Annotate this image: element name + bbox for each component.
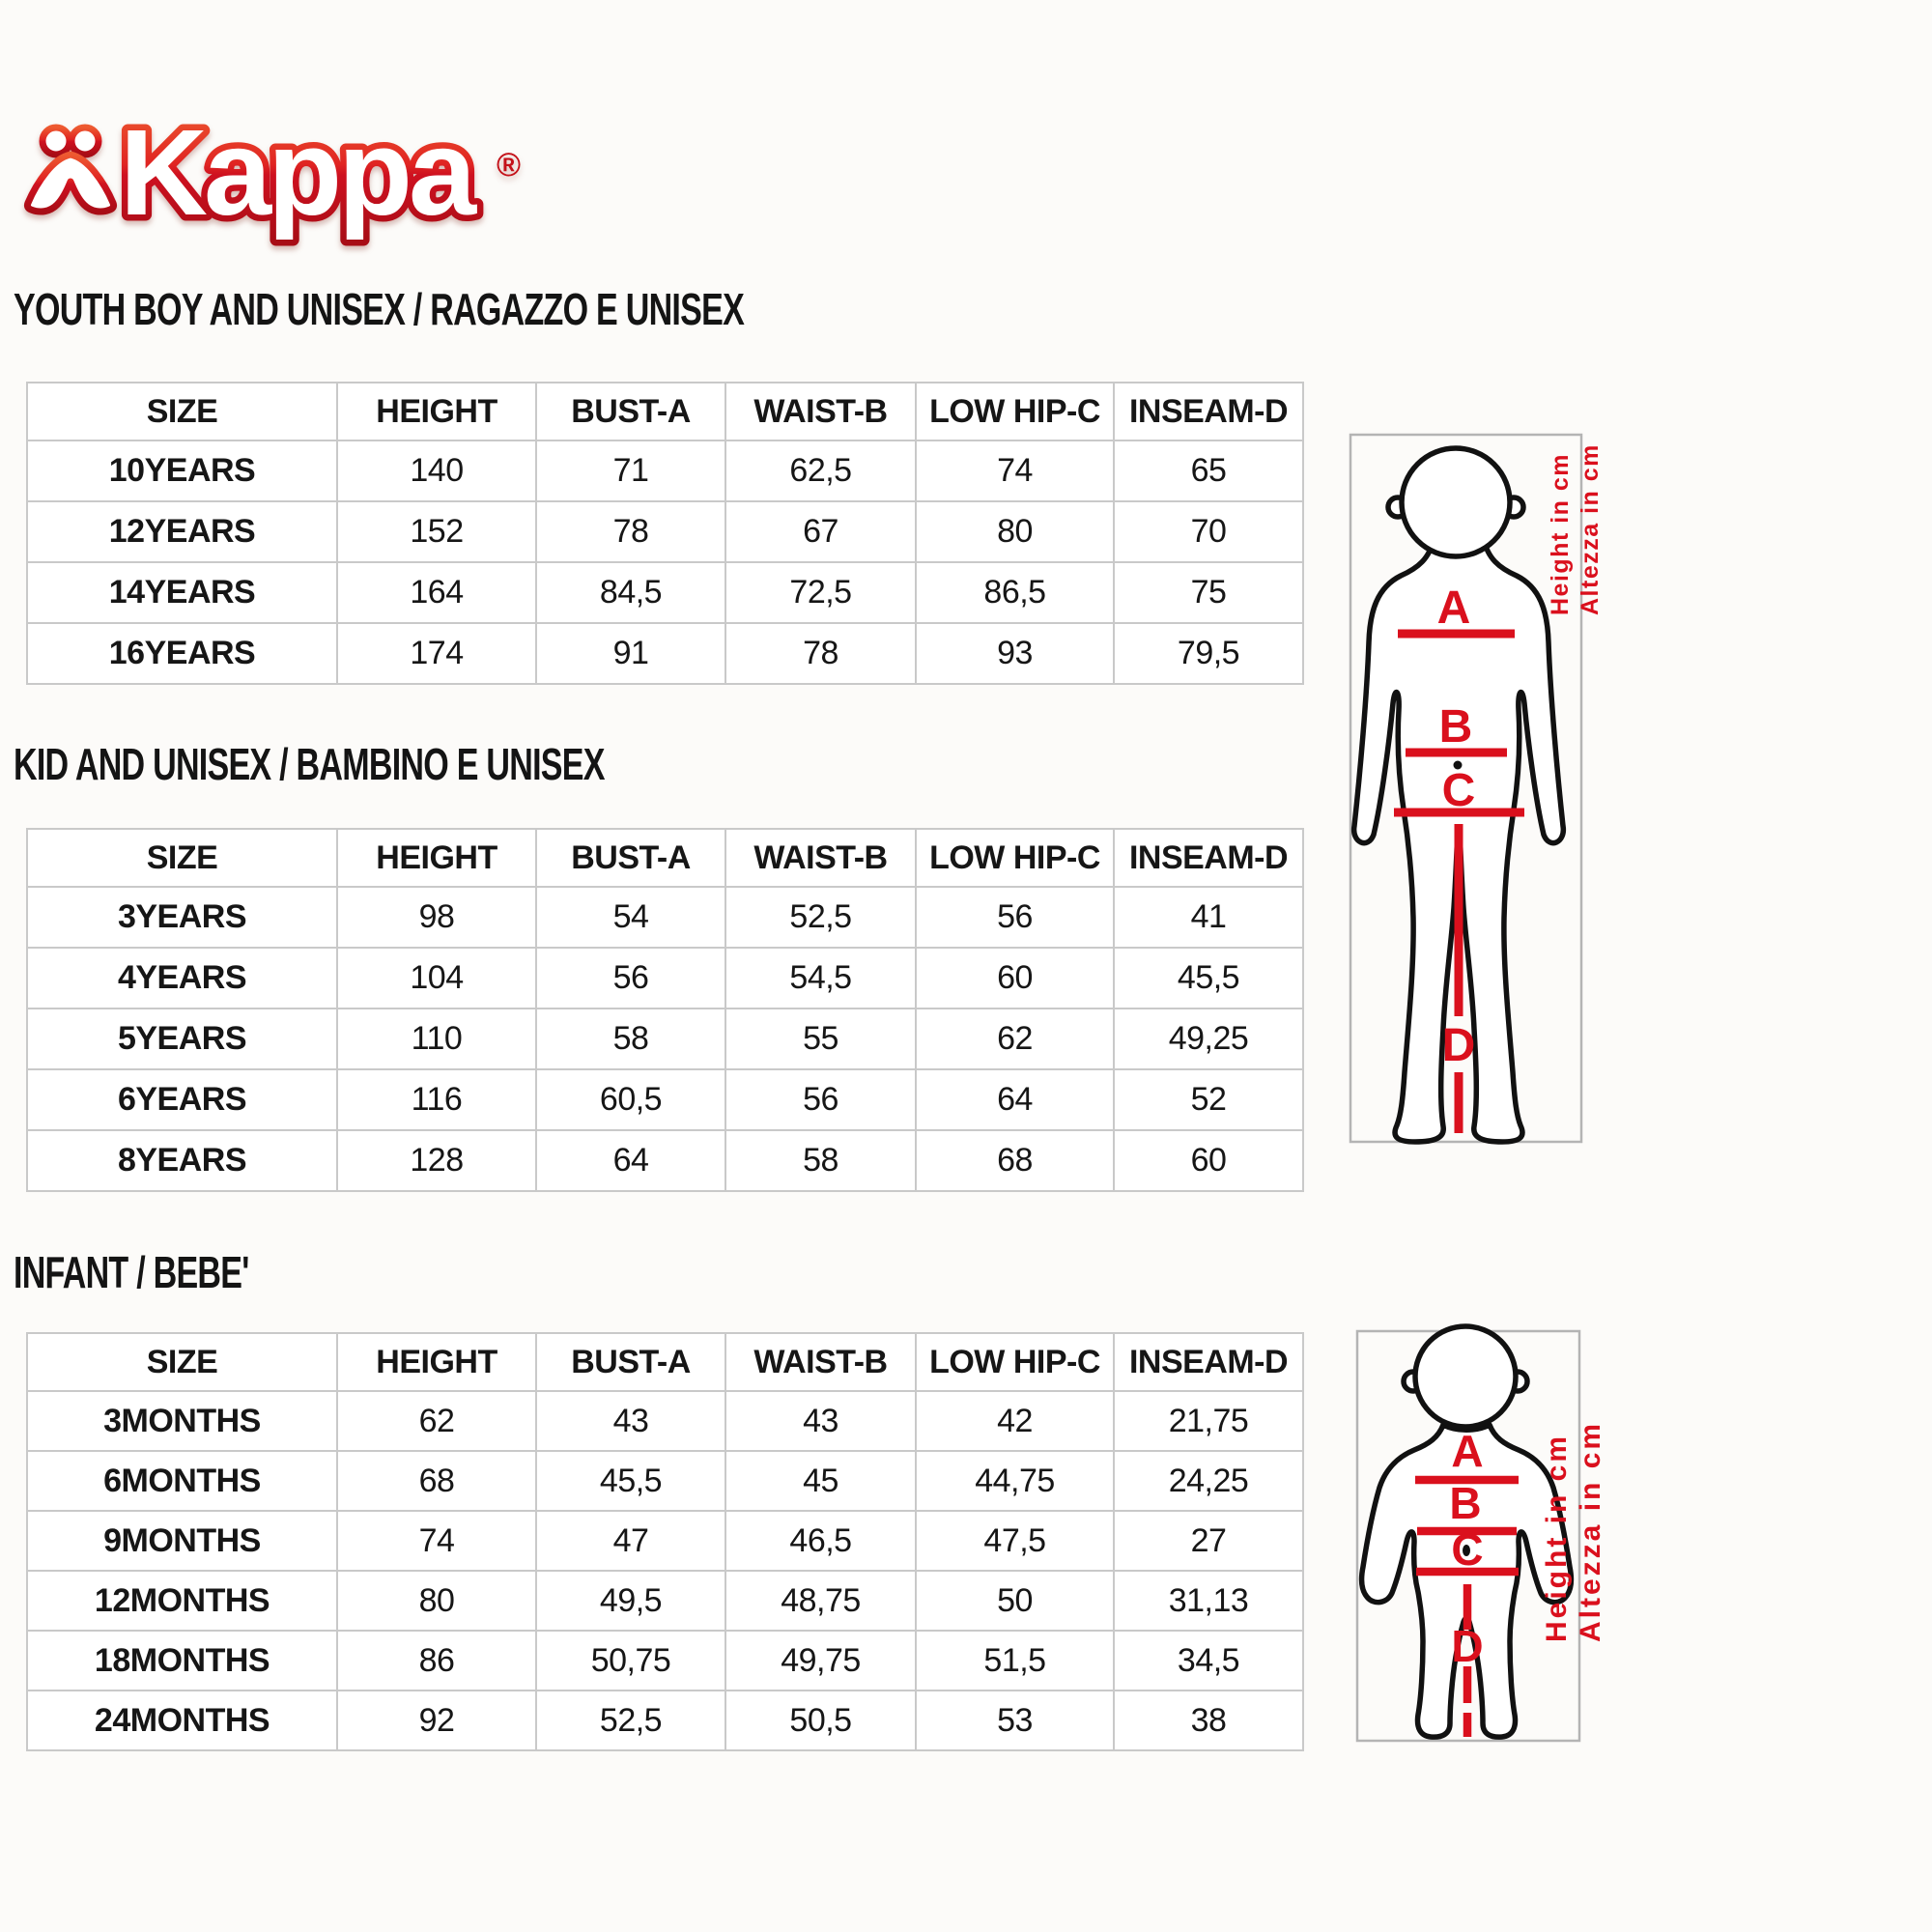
height-caption-it: Altezza in cm <box>1577 443 1604 615</box>
measure-cell: 21,75 <box>1114 1391 1303 1451</box>
measure-cell: 174 <box>337 623 536 684</box>
column-header: LOW HIP-C <box>916 829 1114 887</box>
measure-cell: 50 <box>916 1571 1114 1631</box>
measure-cell: 104 <box>337 948 536 1009</box>
column-header: HEIGHT <box>337 829 536 887</box>
measure-cell: 56 <box>725 1069 916 1130</box>
measure-cell: 64 <box>916 1069 1114 1130</box>
measure-cell: 45 <box>725 1451 916 1511</box>
header-row <box>27 383 1303 440</box>
height-caption-it: Altezza in cm <box>1575 1420 1606 1642</box>
measure-cell: 74 <box>337 1511 536 1571</box>
measure-cell: 68 <box>916 1130 1114 1191</box>
table-row <box>27 1069 1303 1130</box>
measure-cell: 67 <box>725 501 916 562</box>
measure-cell: 51,5 <box>916 1631 1114 1690</box>
measure-cell: 58 <box>725 1130 916 1191</box>
measure-cell: 31,13 <box>1114 1571 1303 1631</box>
measure-cell: 98 <box>337 887 536 948</box>
measure-cell: 24,25 <box>1114 1451 1303 1511</box>
measure-cell: 53 <box>916 1690 1114 1750</box>
measure-cell: 68 <box>337 1451 536 1511</box>
measure-cell: 58 <box>536 1009 725 1069</box>
measure-cell: 80 <box>916 501 1114 562</box>
measure-cell: 52 <box>1114 1069 1303 1130</box>
measure-cell: 62 <box>337 1391 536 1451</box>
column-header: HEIGHT <box>337 383 536 440</box>
marker-c: C <box>1441 765 1476 816</box>
section-title-youth <box>14 284 1001 334</box>
marker-c: C <box>1451 1524 1484 1575</box>
height-caption-en: Height in cm <box>1547 452 1574 615</box>
registered-trademark-symbol: ® <box>497 147 522 184</box>
youth-size-table <box>26 382 1304 685</box>
size-cell: 14YEARS <box>27 562 337 623</box>
size-cell: 12MONTHS <box>27 1571 337 1631</box>
column-header: INSEAM-D <box>1114 383 1303 440</box>
measure-cell: 46,5 <box>725 1511 916 1571</box>
measure-cell: 60,5 <box>536 1069 725 1130</box>
header-row <box>27 829 1303 887</box>
column-header: SIZE <box>27 1333 337 1391</box>
size-cell: 5YEARS <box>27 1009 337 1069</box>
section-title-text: KID AND UNISEX / BAMBINO E UNISEX <box>14 739 605 789</box>
marker-d: D <box>1441 1020 1476 1071</box>
measure-cell: 78 <box>536 501 725 562</box>
size-cell: 24MONTHS <box>27 1690 337 1750</box>
measure-cell: 140 <box>337 440 536 501</box>
measure-cell: 38 <box>1114 1690 1303 1750</box>
measure-cell: 93 <box>916 623 1114 684</box>
column-header: SIZE <box>27 383 337 440</box>
column-header: INSEAM-D <box>1114 829 1303 887</box>
size-cell: 6MONTHS <box>27 1451 337 1511</box>
measure-cell: 43 <box>725 1391 916 1451</box>
section-title-text: INFANT / BEBE' <box>14 1247 249 1297</box>
measure-cell: 41 <box>1114 887 1303 948</box>
measure-cell: 86,5 <box>916 562 1114 623</box>
section-title-infant <box>14 1247 331 1297</box>
size-cell: 18MONTHS <box>27 1631 337 1690</box>
measure-cell: 56 <box>916 887 1114 948</box>
column-header: INSEAM-D <box>1114 1333 1303 1391</box>
measure-cell: 52,5 <box>536 1690 725 1750</box>
column-header: BUST-A <box>536 1333 725 1391</box>
table-row <box>27 1130 1303 1191</box>
measure-cell: 62 <box>916 1009 1114 1069</box>
measure-cell: 50,5 <box>725 1690 916 1750</box>
measure-cell: 91 <box>536 623 725 684</box>
marker-d: D <box>1451 1621 1484 1671</box>
column-header: WAIST-B <box>725 383 916 440</box>
header-row <box>27 1333 1303 1391</box>
measure-cell: 45,5 <box>1114 948 1303 1009</box>
size-cell: 4YEARS <box>27 948 337 1009</box>
table-row <box>27 1571 1303 1631</box>
column-header: LOW HIP-C <box>916 383 1114 440</box>
measure-cell: 48,75 <box>725 1571 916 1631</box>
column-header: BUST-A <box>536 383 725 440</box>
measure-cell: 55 <box>725 1009 916 1069</box>
column-header: BUST-A <box>536 829 725 887</box>
measure-cell: 56 <box>536 948 725 1009</box>
column-header: SIZE <box>27 829 337 887</box>
kappa-omini-icon <box>27 128 113 212</box>
measure-cell: 47 <box>536 1511 725 1571</box>
size-cell: 16YEARS <box>27 623 337 684</box>
measure-cell: 79,5 <box>1114 623 1303 684</box>
measure-cell: 164 <box>337 562 536 623</box>
measure-cell: 62,5 <box>725 440 916 501</box>
measure-cell: 49,5 <box>536 1571 725 1631</box>
measure-cell: 110 <box>337 1009 536 1069</box>
table-row <box>27 623 1303 684</box>
size-cell: 3YEARS <box>27 887 337 948</box>
size-cell: 3MONTHS <box>27 1391 337 1451</box>
infant-size-table <box>26 1332 1304 1751</box>
marker-a: A <box>1436 582 1471 634</box>
measure-cell: 27 <box>1114 1511 1303 1571</box>
size-cell: 8YEARS <box>27 1130 337 1191</box>
size-cell: 9MONTHS <box>27 1511 337 1571</box>
column-header: WAIST-B <box>725 1333 916 1391</box>
section-title-kid <box>14 739 812 789</box>
measure-cell: 42 <box>916 1391 1114 1451</box>
size-cell: 10YEARS <box>27 440 337 501</box>
table-row <box>27 1391 1303 1451</box>
size-cell: 12YEARS <box>27 501 337 562</box>
measure-cell: 45,5 <box>536 1451 725 1511</box>
measure-cell: 74 <box>916 440 1114 501</box>
measure-cell: 116 <box>337 1069 536 1130</box>
head <box>1415 1326 1516 1427</box>
measure-cell: 75 <box>1114 562 1303 623</box>
measure-cell: 64 <box>536 1130 725 1191</box>
measure-cell: 50,75 <box>536 1631 725 1690</box>
measure-cell: 44,75 <box>916 1451 1114 1511</box>
table-row <box>27 1631 1303 1690</box>
table-row <box>27 1690 1303 1750</box>
measure-cell: 34,5 <box>1114 1631 1303 1690</box>
table-row <box>27 562 1303 623</box>
size-cell: 6YEARS <box>27 1069 337 1130</box>
table-row <box>27 440 1303 501</box>
table-row <box>27 501 1303 562</box>
measure-cell: 128 <box>337 1130 536 1191</box>
measure-cell: 71 <box>536 440 725 501</box>
measure-cell: 70 <box>1114 501 1303 562</box>
measure-cell: 65 <box>1114 440 1303 501</box>
measure-cell: 54,5 <box>725 948 916 1009</box>
height-caption-en: Height in cm <box>1541 1433 1573 1642</box>
marker-a: A <box>1451 1426 1484 1476</box>
measure-cell: 43 <box>536 1391 725 1451</box>
column-header: WAIST-B <box>725 829 916 887</box>
marker-b: B <box>1438 701 1473 753</box>
table-row <box>27 1009 1303 1069</box>
measure-cell: 84,5 <box>536 562 725 623</box>
youth-body-diagram <box>1343 425 1623 1164</box>
kappa-wordmark: Kappa <box>120 106 473 241</box>
kappa-logo <box>17 106 558 261</box>
measure-cell: 47,5 <box>916 1511 1114 1571</box>
column-header: HEIGHT <box>337 1333 536 1391</box>
measure-cell: 78 <box>725 623 916 684</box>
measure-cell: 49,25 <box>1114 1009 1303 1069</box>
measure-cell: 60 <box>916 948 1114 1009</box>
measure-cell: 54 <box>536 887 725 948</box>
measure-cell: 92 <box>337 1690 536 1750</box>
column-header: LOW HIP-C <box>916 1333 1114 1391</box>
table-row <box>27 948 1303 1009</box>
measure-cell: 152 <box>337 501 536 562</box>
measure-markers <box>1449 1426 1483 1671</box>
measure-cell: 86 <box>337 1631 536 1690</box>
measure-cell: 60 <box>1114 1130 1303 1191</box>
table-row <box>27 1511 1303 1571</box>
kid-size-table <box>26 828 1304 1192</box>
measure-cell: 49,75 <box>725 1631 916 1690</box>
measure-cell: 80 <box>337 1571 536 1631</box>
marker-b: B <box>1449 1478 1482 1528</box>
head <box>1402 448 1510 556</box>
table-row <box>27 1451 1303 1511</box>
measure-cell: 72,5 <box>725 562 916 623</box>
section-title-text: YOUTH BOY AND UNISEX / RAGAZZO E UNISEX <box>14 284 745 334</box>
table-row <box>27 887 1303 948</box>
infant-body-diagram <box>1352 1321 1623 1756</box>
measure-cell: 52,5 <box>725 887 916 948</box>
